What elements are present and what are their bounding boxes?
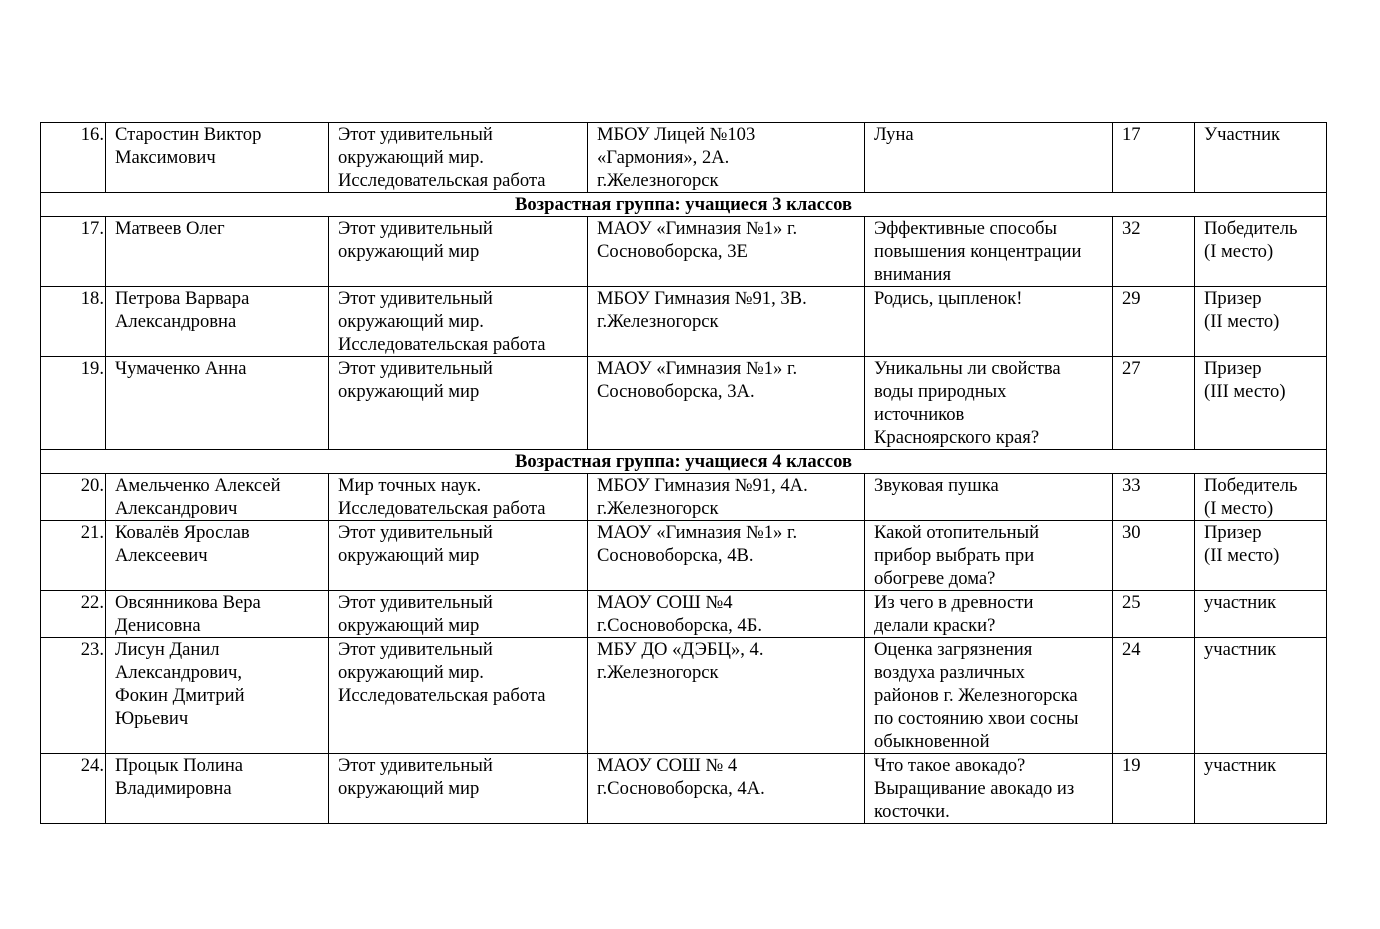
score-cell: 30 <box>1113 521 1195 591</box>
score-cell: 17 <box>1113 123 1195 193</box>
participant-name-line: Амельченко Алексей <box>115 475 281 496</box>
row-number: 20. <box>41 474 106 521</box>
topic-cell-line: по состоянию хвои сосны <box>874 708 1079 729</box>
school-cell-line: МАОУ «Гимназия №1» г. <box>597 522 798 543</box>
row-number: 19. <box>41 357 106 450</box>
result-cell-line: Победитель <box>1204 218 1298 239</box>
nomination-cell <box>329 638 588 754</box>
participant-name-line: Александрович, <box>115 662 242 683</box>
topic-cell-line: Луна <box>874 124 914 145</box>
nomination-cell-line: окружающий мир <box>338 241 480 262</box>
school-cell-line: Сосновоборска, 3А. <box>597 381 755 402</box>
topic-cell-line: делали краски? <box>874 615 996 636</box>
school-cell <box>588 638 865 754</box>
nomination-cell-line: Этот удивительный <box>338 358 493 379</box>
topic-cell-line: воды природных <box>874 381 1007 402</box>
school-cell <box>588 591 865 638</box>
nomination-cell <box>329 521 588 591</box>
nomination-cell-line: Исследовательская работа <box>338 334 546 355</box>
participant-name-line: Максимович <box>115 147 216 168</box>
result-cell <box>1195 123 1327 193</box>
topic-cell-line: косточки. <box>874 801 950 822</box>
topic-cell-line: Выращивание авокадо из <box>874 778 1075 799</box>
school-cell-line: г.Железногорск <box>597 662 719 683</box>
nomination-cell-line: Этот удивительный <box>338 124 493 145</box>
table-row <box>41 287 1327 357</box>
school-cell <box>588 474 865 521</box>
school-cell-line: Сосновоборска, 4В. <box>597 545 754 566</box>
topic-cell-line: Оценка загрязнения <box>874 639 1033 660</box>
result-cell <box>1195 474 1327 521</box>
topic-cell-line: обогреве дома? <box>874 568 996 589</box>
result-cell <box>1195 638 1327 754</box>
school-cell-line: г.Железногорск <box>597 170 719 191</box>
nomination-cell-line: Мир точных наук. <box>338 475 482 496</box>
age-group-row <box>41 193 1327 217</box>
school-cell-line: МАОУ «Гимназия №1» г. <box>597 218 798 239</box>
result-cell-line: Призер <box>1204 522 1262 543</box>
nomination-cell-line: Исследовательская работа <box>338 170 546 191</box>
nomination-cell <box>329 217 588 287</box>
participant-name <box>106 287 329 357</box>
topic-cell-line: внимания <box>874 264 952 285</box>
result-cell-line: (I место) <box>1204 241 1274 262</box>
school-cell <box>588 754 865 824</box>
table-row <box>41 123 1327 193</box>
school-cell-line: МБУ ДО «ДЭБЦ», 4. <box>597 639 764 660</box>
participant-name <box>106 754 329 824</box>
nomination-cell-line: окружающий мир <box>338 545 480 566</box>
result-cell-line: Победитель <box>1204 475 1298 496</box>
nomination-cell-line: окружающий мир. <box>338 662 484 683</box>
school-cell-line: МБОУ Лицей №103 <box>597 124 756 145</box>
topic-cell-line: Из чего в древности <box>874 592 1034 613</box>
nomination-cell-line: Этот удивительный <box>338 592 493 613</box>
result-cell-line: (II место) <box>1204 545 1280 566</box>
nomination-cell-line: окружающий мир. <box>338 311 484 332</box>
row-number: 21. <box>41 521 106 591</box>
nomination-cell <box>329 287 588 357</box>
table-row <box>41 474 1327 521</box>
result-cell-line: участник <box>1204 755 1277 776</box>
participant-name-line: Александрович <box>115 498 238 519</box>
result-cell <box>1195 521 1327 591</box>
school-cell-line: МАОУ «Гимназия №1» г. <box>597 358 798 379</box>
score-cell: 27 <box>1113 357 1195 450</box>
participant-name-line: Алексеевич <box>115 545 208 566</box>
result-cell <box>1195 357 1327 450</box>
nomination-cell-line: Этот удивительный <box>338 755 493 776</box>
row-number: 16. <box>41 123 106 193</box>
participant-name-line: Владимировна <box>115 778 232 799</box>
school-cell-line: МАОУ СОШ № 4 <box>597 755 738 776</box>
topic-cell <box>865 474 1113 521</box>
table-row <box>41 638 1327 754</box>
table-row <box>41 591 1327 638</box>
topic-cell <box>865 123 1113 193</box>
topic-cell-line: Какой отопительный <box>874 522 1040 543</box>
nomination-cell-line: окружающий мир <box>338 381 480 402</box>
result-cell-line: (II место) <box>1204 311 1280 332</box>
school-cell-line: Сосновоборска, 3Е <box>597 241 748 262</box>
participant-name <box>106 591 329 638</box>
participant-name-line: Лисун Данил <box>115 639 220 660</box>
participant-name-line: Александровна <box>115 311 237 332</box>
nomination-cell-line: окружающий мир <box>338 615 480 636</box>
topic-cell <box>865 638 1113 754</box>
participant-name-line: Петрова Варвара <box>115 288 250 309</box>
row-number: 22. <box>41 591 106 638</box>
nomination-cell <box>329 591 588 638</box>
topic-cell-line: Звуковая пушка <box>874 475 999 496</box>
result-cell-line: Призер <box>1204 288 1262 309</box>
result-cell-line: Призер <box>1204 358 1262 379</box>
school-cell <box>588 123 865 193</box>
participant-name-line: Фокин Дмитрий <box>115 685 245 706</box>
age-group-row <box>41 450 1327 474</box>
school-cell-line: г.Сосновоборска, 4Б. <box>597 615 763 636</box>
school-cell-line: МБОУ Гимназия №91, 4А. <box>597 475 808 496</box>
school-cell-line: г.Сосновоборска, 4А. <box>597 778 765 799</box>
table-row <box>41 217 1327 287</box>
participant-name <box>106 521 329 591</box>
school-cell-line: г.Железногорск <box>597 311 719 332</box>
participant-name-line: Чумаченко Анна <box>115 358 247 379</box>
participant-name-line: Ковалёв Ярослав <box>115 522 250 543</box>
participant-name-line: Процык Полина <box>115 755 244 776</box>
result-cell <box>1195 754 1327 824</box>
participant-name <box>106 357 329 450</box>
topic-cell-line: обыкновенной <box>874 731 990 752</box>
nomination-cell-line: Этот удивительный <box>338 639 493 660</box>
row-number: 18. <box>41 287 106 357</box>
topic-cell <box>865 357 1113 450</box>
age-group-heading: Возрастная группа: учащиеся 3 классов <box>41 193 1327 217</box>
result-cell <box>1195 217 1327 287</box>
participant-name <box>106 474 329 521</box>
participant-name-line: Матвеев Олег <box>115 218 225 239</box>
score-cell: 19 <box>1113 754 1195 824</box>
topic-cell-line: Родись, цыпленок! <box>874 288 1023 309</box>
nomination-cell-line: Этот удивительный <box>338 522 493 543</box>
result-cell-line: (III место) <box>1204 381 1286 402</box>
nomination-cell-line: окружающий мир. <box>338 147 484 168</box>
topic-cell-line: Эффективные способы <box>874 218 1057 239</box>
topic-cell-line: прибор выбрать при <box>874 545 1035 566</box>
school-cell-line: МАОУ СОШ №4 <box>597 592 733 613</box>
topic-cell-line: Уникальны ли свойства <box>874 358 1061 379</box>
score-cell: 29 <box>1113 287 1195 357</box>
results-table <box>40 122 1327 824</box>
school-cell <box>588 521 865 591</box>
topic-cell <box>865 754 1113 824</box>
topic-cell-line: воздуха различных <box>874 662 1025 683</box>
nomination-cell-line: Исследовательская работа <box>338 498 546 519</box>
topic-cell <box>865 591 1113 638</box>
nomination-cell-line: Этот удивительный <box>338 288 493 309</box>
score-cell: 25 <box>1113 591 1195 638</box>
table-row <box>41 357 1327 450</box>
topic-cell-line: Красноярского края? <box>874 427 1040 448</box>
result-cell <box>1195 287 1327 357</box>
nomination-cell <box>329 123 588 193</box>
row-number: 23. <box>41 638 106 754</box>
topic-cell-line: повышения концентрации <box>874 241 1082 262</box>
score-cell: 33 <box>1113 474 1195 521</box>
table-row <box>41 521 1327 591</box>
nomination-cell <box>329 754 588 824</box>
row-number: 17. <box>41 217 106 287</box>
participant-name-line: Овсянникова Вера <box>115 592 261 613</box>
nomination-cell-line: Этот удивительный <box>338 218 493 239</box>
topic-cell <box>865 217 1113 287</box>
age-group-heading: Возрастная группа: учащиеся 4 классов <box>41 450 1327 474</box>
result-cell-line: участник <box>1204 639 1277 660</box>
score-cell: 32 <box>1113 217 1195 287</box>
result-cell-line: (I место) <box>1204 498 1274 519</box>
topic-cell <box>865 287 1113 357</box>
row-number: 24. <box>41 754 106 824</box>
participant-name <box>106 638 329 754</box>
participant-name-line: Юрьевич <box>115 708 189 729</box>
topic-cell-line: районов г. Железногорска <box>874 685 1078 706</box>
topic-cell-line: источников <box>874 404 965 425</box>
topic-cell <box>865 521 1113 591</box>
participant-name <box>106 217 329 287</box>
participant-name-line: Денисовна <box>115 615 201 636</box>
nomination-cell <box>329 474 588 521</box>
participant-name <box>106 123 329 193</box>
participant-name-line: Старостин Виктор <box>115 124 262 145</box>
nomination-cell-line: Исследовательская работа <box>338 685 546 706</box>
nomination-cell <box>329 357 588 450</box>
school-cell-line: МБОУ Гимназия №91, 3В. <box>597 288 807 309</box>
school-cell <box>588 287 865 357</box>
school-cell <box>588 217 865 287</box>
topic-cell-line: Что такое авокадо? <box>874 755 1026 776</box>
result-cell <box>1195 591 1327 638</box>
result-cell-line: участник <box>1204 592 1277 613</box>
score-cell: 24 <box>1113 638 1195 754</box>
school-cell <box>588 357 865 450</box>
nomination-cell-line: окружающий мир <box>338 778 480 799</box>
table-row <box>41 754 1327 824</box>
school-cell-line: г.Железногорск <box>597 498 719 519</box>
result-cell-line: Участник <box>1204 124 1281 145</box>
school-cell-line: «Гармония», 2А. <box>597 147 730 168</box>
